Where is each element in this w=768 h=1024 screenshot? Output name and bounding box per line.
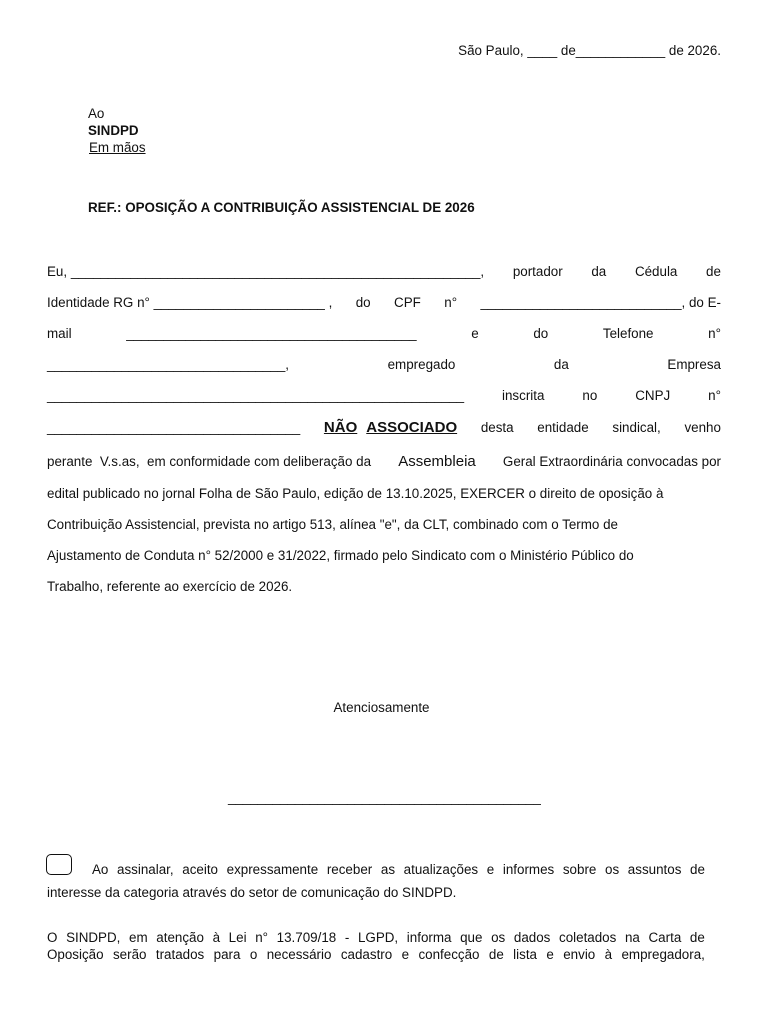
word: serão (112, 947, 147, 962)
cnpj-field-text: __________________________________ (47, 420, 301, 435)
word: dados (513, 930, 551, 945)
word: no (582, 388, 598, 403)
word: n° (708, 388, 721, 403)
body-line-7 (47, 453, 721, 470)
word: n° (255, 930, 268, 945)
word: Cédula (634, 264, 678, 279)
reference-title: REF.: OPOSIÇÃO A CONTRIBUIÇÃO ASSISTENCIAL DE 2026 (88, 200, 475, 215)
word: Carta (648, 930, 682, 945)
word: necessário (266, 947, 332, 962)
consent-text-line-2: interesse da categoria através do setor de comunicação do SINDPD. (47, 885, 457, 900)
word: o (249, 947, 258, 962)
word: CPF (394, 295, 421, 310)
body-line-11 (47, 579, 721, 594)
word: Oposição (47, 947, 104, 962)
word: de (689, 930, 705, 945)
word: venho (684, 420, 721, 435)
word: os (491, 930, 506, 945)
non-member-statement (324, 419, 457, 436)
nao-word: NÃO (323, 419, 358, 436)
word: O (47, 930, 58, 945)
word: sobre (562, 862, 597, 877)
text-segment: Ajustamento de Conduta n° 52/2000 e 31/2022, firmado pelo Sindicato com o Ministério Público do (47, 548, 634, 563)
word: que (460, 930, 483, 945)
word: informa (406, 930, 452, 945)
rg-field-text: Identidade RG n° _______________________ , (47, 295, 333, 310)
word: n° (708, 326, 721, 341)
body-line-5 (47, 388, 721, 403)
word: desta (480, 420, 514, 435)
word: Telefone (602, 326, 654, 341)
company-field-text: ________________________________________________________ (47, 388, 465, 403)
word: tratados (155, 947, 205, 962)
word: expressamente (226, 862, 319, 877)
name-field-text: Eu, _______________________________________________________, (47, 264, 485, 279)
word: Lei (228, 930, 247, 945)
word: n° (444, 295, 458, 310)
word: cadastro (340, 947, 393, 962)
word: mail (47, 326, 72, 341)
word: informes (502, 862, 555, 877)
word: sindical, (612, 420, 661, 435)
word: atenção (156, 930, 204, 945)
body-line-8 (47, 486, 721, 501)
lgpd-text-line-1 (47, 930, 705, 945)
recipient-salutation: Ao (88, 106, 105, 121)
word: empregado (387, 357, 456, 372)
recipient-organization: SINDPD (88, 123, 139, 138)
word: assinalar, (117, 862, 174, 877)
text-segment: perante V.s.as, em conformidade com deliberação da (47, 454, 372, 469)
word: na (624, 930, 640, 945)
word: SINDPD, (66, 930, 121, 945)
word: atualizações (403, 862, 479, 877)
closing-salutation: Atenciosamente (333, 700, 430, 715)
word: receber (326, 862, 373, 877)
text-segment: Contribuição Assistencial, prevista no artigo 513, alínea "e", da CLT, combinado com o Termo de (47, 517, 618, 532)
word: empregadora, (621, 947, 705, 962)
assembly-word: Assembleia (398, 453, 476, 470)
body-line-9 (47, 517, 721, 532)
word: Ao (92, 862, 109, 877)
word: inscrita (502, 388, 545, 403)
body-line-10 (47, 548, 721, 563)
body-line-3 (47, 326, 721, 341)
body-line-6 (47, 419, 721, 436)
word: - (344, 930, 350, 945)
word: e (401, 947, 410, 962)
lgpd-text-line-2 (47, 947, 705, 962)
word: em (129, 930, 148, 945)
body-line-4 (47, 357, 721, 372)
word: para (213, 947, 241, 962)
associado-word: ASSOCIADO (366, 419, 458, 436)
word: da (553, 357, 569, 372)
word: coletados (559, 930, 617, 945)
word: de (690, 862, 705, 877)
word: e (471, 326, 479, 341)
word: lista (513, 947, 537, 962)
consent-checkbox[interactable] (46, 854, 72, 875)
consent-text-line-1 (92, 862, 705, 877)
word: os (605, 862, 620, 877)
email-field-text: _______________________________________ (126, 326, 417, 341)
word: aceito (182, 862, 218, 877)
word: as (380, 862, 396, 877)
word: de (706, 264, 721, 279)
word: portador (512, 264, 563, 279)
word: LGPD, (357, 930, 399, 945)
word: entidade (537, 420, 589, 435)
word: Empresa (667, 357, 721, 372)
word: da (591, 264, 607, 279)
word: de (488, 947, 504, 962)
word: confecção (418, 947, 480, 962)
word: envio (563, 947, 596, 962)
word: à (604, 947, 613, 962)
word: CNPJ (635, 388, 671, 403)
body-line-2 (47, 295, 721, 310)
delivery-note: Em mãos (89, 140, 146, 155)
word: e (486, 862, 495, 877)
signature-line: __________________________________________ (228, 790, 541, 805)
body-line-1 (47, 264, 721, 279)
word: e (546, 947, 554, 962)
word: à (212, 930, 221, 945)
word: do (355, 295, 371, 310)
text-segment: Trabalho, referente ao exercício de 2026. (47, 579, 293, 594)
word: 13.709/18 (276, 930, 337, 945)
text-segment: edital publicado no jornal Folha de São Paulo, edição de 13.10.2025, EXERCER o direito de oposição à (47, 486, 664, 501)
word: assuntos (627, 862, 682, 877)
cpf-field-text: ___________________________, do E- (480, 295, 721, 310)
date-line: São Paulo, ____ de____________ de 2026. (458, 43, 721, 58)
word: do (533, 326, 549, 341)
phone-field-text: ________________________________, (47, 357, 290, 372)
text-segment: Geral Extraordinária convocadas por (502, 454, 721, 469)
